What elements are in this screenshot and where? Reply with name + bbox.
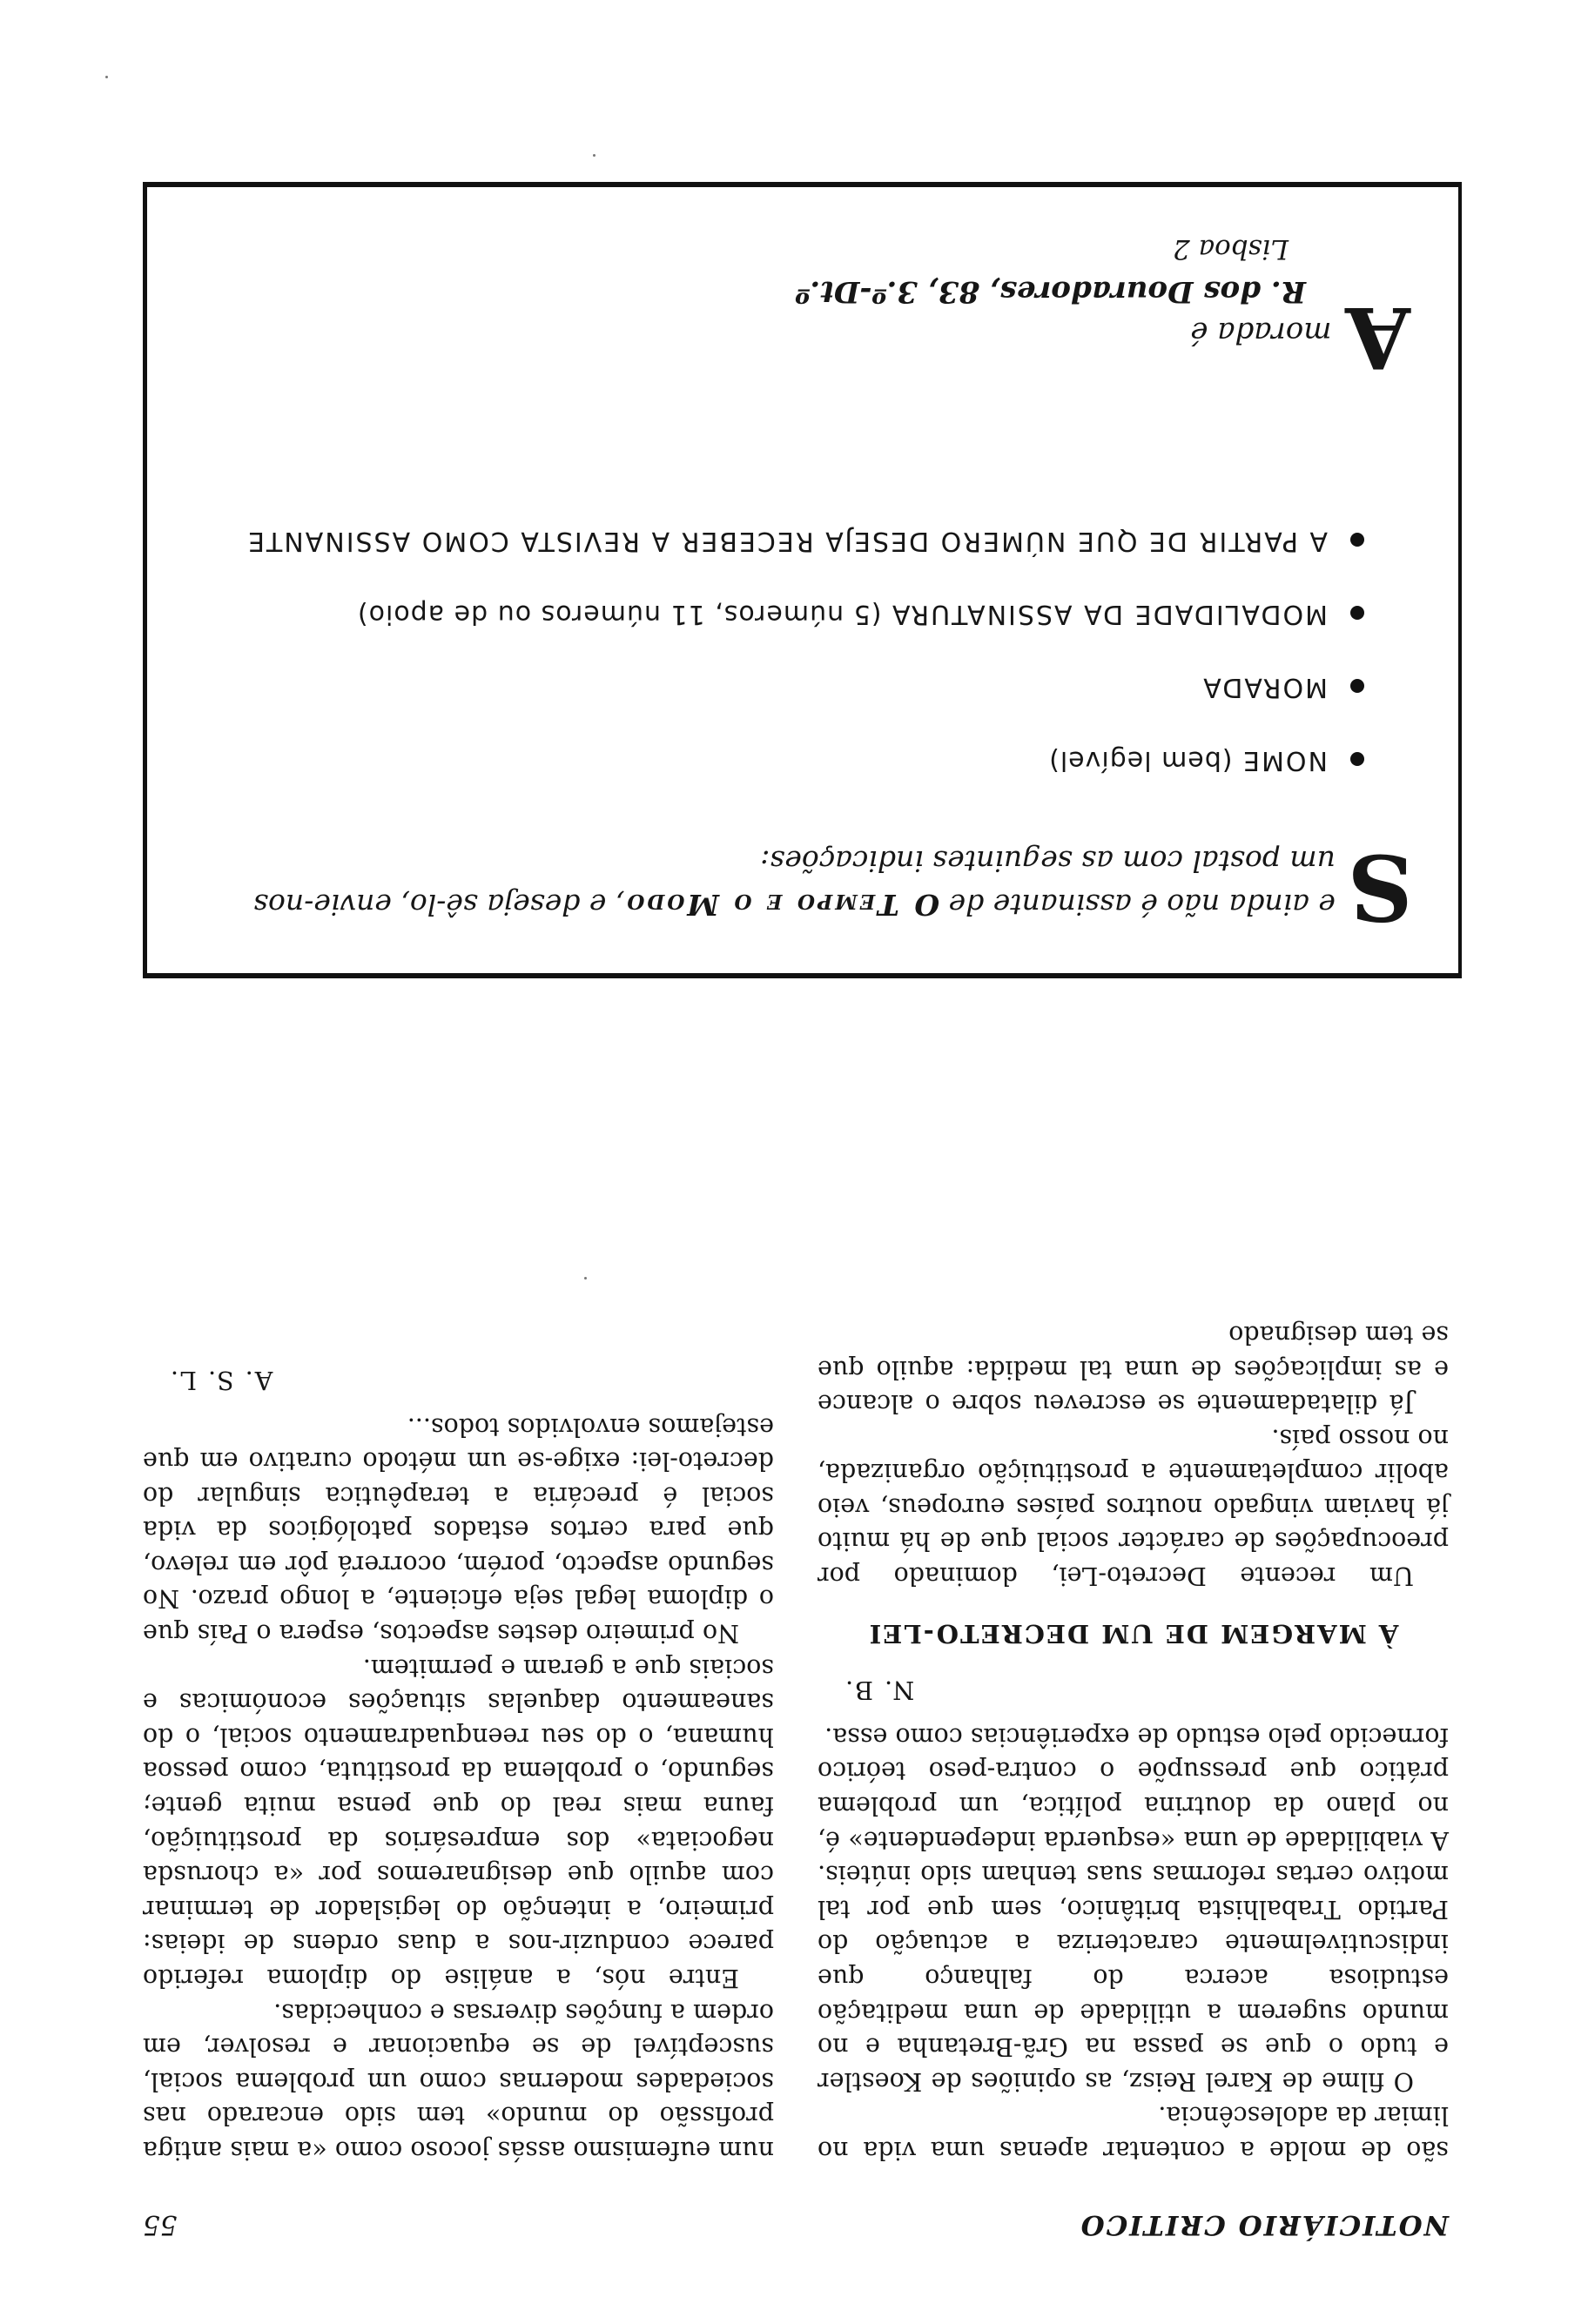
item-label: A PARTIR DE QUE NÚMERO DESEJA RECEBER A REVISTA COMO ASSINANTE: [246, 526, 1328, 556]
address-street: R. dos Douradores, 83, 3.º-Dt.º: [795, 274, 1306, 309]
running-head: [143, 2206, 1449, 2240]
signature-nb: N. B.: [844, 1676, 915, 1705]
page-number: 55: [143, 2209, 178, 2240]
section-heading: À MARGEM DE UM DECRETO-LEI: [867, 1618, 1399, 1649]
left-paragraph-2: O filme de Karel Reisz, as opiniões de Koestler e tudo o que se passa na Grã-Bretanha e no mundo sugerem a utilidade de uma meditação estudiosa acerca do falhanço que indiscutivelmente caracteriza a actuação do Partido Trabalhista britânico, sem que por tal motivo certas reformas suas tenham sido inúteis. A viabilidade de uma «esquerda independente» é, no plano da doutrina política, um problema prático que pressupõe o contra-peso teórico fornecido pelo estudo de experiências como essa.: [818, 1722, 1449, 2096]
address-big-letter: A: [1345, 288, 1410, 386]
scan-speck: [593, 154, 596, 157]
item-label: MODALIDADE DA ASSINATURA: [891, 599, 1328, 629]
drop-cap: S: [1347, 834, 1413, 941]
bullet-icon: [1350, 606, 1364, 620]
magazine-name: O Tempo e o Modo: [624, 888, 940, 922]
subscription-box: [143, 182, 1462, 978]
intro-text-after: , e deseja sê-lo, envie-nos um postal com as seguintes indicações:: [253, 844, 1336, 922]
item-note: (bem legível): [1048, 745, 1242, 776]
right-column: [143, 1340, 774, 2167]
left-paragraph-1: são de molde a contentar apenas uma vida no limiar da adolescência.: [818, 2101, 1449, 2165]
subscription-intro: [212, 834, 1413, 941]
subscription-items: [232, 487, 1364, 780]
left-paragraph-4: Já dilatadamente se escreveu sobre o alcance e as implicações de uma tal medida: aquilo que se tem designado: [818, 1320, 1449, 1419]
list-item: [232, 740, 1364, 780]
list-item: [232, 667, 1364, 707]
list-item: [232, 594, 1364, 634]
item-label: MORADA: [1201, 672, 1328, 702]
bullet-icon: [1350, 752, 1364, 766]
bullet-icon: [1350, 533, 1364, 547]
running-title: NOTICIÁRIO CRITICO: [1079, 2209, 1449, 2240]
address-intro: morada é: [1190, 315, 1332, 350]
item-note: (5 números, 11 números ou de apoio): [356, 599, 891, 629]
signature-asl: A. S. L.: [169, 1365, 273, 1394]
bullet-icon: [1350, 679, 1364, 693]
left-column: [818, 1317, 1449, 2167]
scan-speck: [105, 76, 108, 78]
right-paragraph-2: Entre nós, a análise do diploma referido parece conduzir-nos a duas ordens de ideias: primeiro, a intenção do legislador de terminar com aquilo que designaremos por «a chorusda negociata» dos empresários da prostituição, fauna mais real do que pensa muita gente; segundo, o problema da prostituta, como pessoa humana, o do seu reenquadramento social, o do saneamento daquelas situações económicas e sociais que a geram e permitem.: [143, 1653, 774, 1993]
intro-text-before: e ainda não é assinante de: [939, 888, 1336, 922]
address-block: [627, 228, 1410, 386]
list-item: [232, 521, 1364, 561]
right-paragraph-3: No primeiro destes aspectos, espera o País que o diploma legal seja eficiente, a longo prazo. No segundo aspecto, porém, ocorrerá pôr em relevo, que para certos estados patológicos da vida social é precária a terapêutica singular do decreto-lei: exige-se um método curativo em que estejamos envolvidos todos...: [143, 1412, 774, 1649]
left-paragraph-3: Um recente Decreto-Lei, dominado por preocupações de carácter social que de há muito já haviam vingado noutros países europeus, veio abolir completamente a prostituição organizada, no nosso país.: [818, 1423, 1449, 1591]
address-city: Lisboa 2: [1173, 233, 1289, 265]
right-paragraph-1: num eufemismo assás jocoso como «a mais antiga profissão do mundo» tem sido encarado nas sociedades modernas como um problema social, susceptível de se equacionar e resolver, em ordem a funções diversas e conhecidas.: [143, 1998, 774, 2165]
scan-speck: [584, 1277, 587, 1280]
item-label: NOME: [1241, 745, 1328, 776]
